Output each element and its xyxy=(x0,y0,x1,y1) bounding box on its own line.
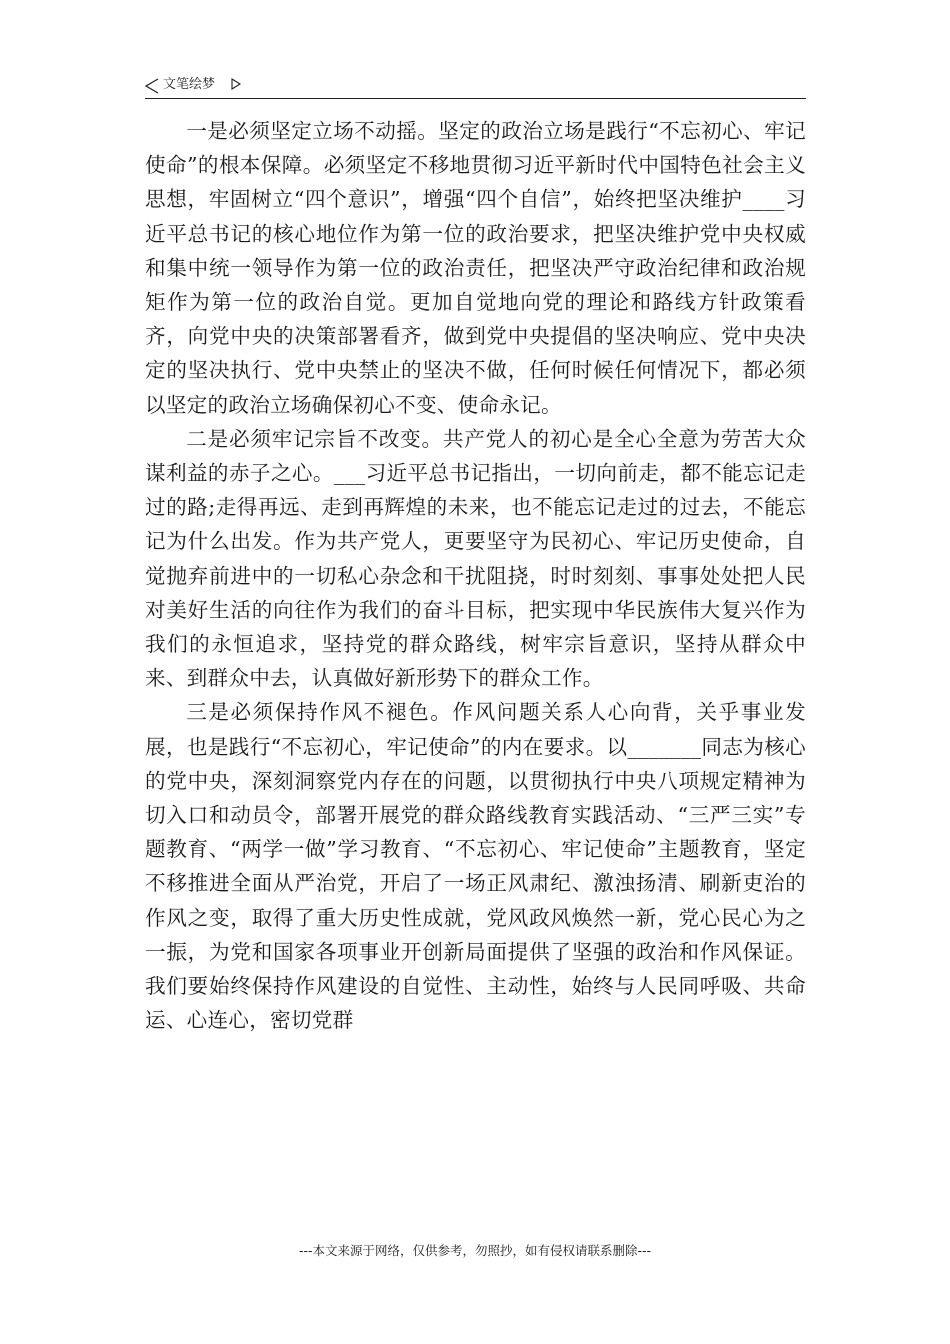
page-header xyxy=(145,74,806,99)
document-body xyxy=(145,114,806,1037)
paragraph-2: 二是必须牢记宗旨不改变。共产党人的初心是全心全意为劳苦大众谋利益的赤子之心。___习近平总书记指出，一切向前走，都不能忘记走过的路;走得再远、走到再辉煌的未来，也不能忘记走过的过去，不能忘记为什么出发。作为共产党人，更要坚守为民初心、牢记历史使命，自觉抛弃前进中的一切私心杂念和干扰阻挠，时时刻刻、事事处处把人民对美好生活的向往作为我们的奋斗目标，把实现中华民族伟大复兴作为我们的永恒追求，坚持党的群众路线，树牢宗旨意识，坚持从群众中来、到群众中去，认真做好新形势下的群众工作。 xyxy=(145,426,806,691)
left-triangle-icon xyxy=(145,78,159,94)
footer-disclaimer: ---本文来源于网络，仅供参考，勿照抄，如有侵权请联系删除--- xyxy=(298,1243,652,1258)
paragraph-3: 三是必须保持作风不褪色。作风问题关系人心向背，关乎事业发展，也是践行“不忘初心，牢记使命”的内在要求。以_______同志为核心的党中央，深刻洞察党内存在的问题，以贯彻执行中央八项规定精神为切入口和动员令，部署开展党的群众路线教育实践活动、“三严三实”专题教育、“两学一做”学习教育、“不忘初心、牢记使命”主题教育，坚定不移推进全面从严治党，开启了一场正风肃纪、激浊扬清、刷新吏治的作风之变，取得了重大历史性成就，党风政风焕然一新，党心民心为之一振，为党和国家各项事业开创新局面提供了坚强的政治和作风保证。我们要始终保持作风建设的自觉性、主动性，始终与人民同呼吸、共命运、心连心，密切党群 xyxy=(145,700,806,1033)
header-title: 文笔绘梦 xyxy=(163,77,216,92)
right-triangle-icon xyxy=(231,78,241,90)
paragraph-1: 一是必须坚定立场不动摇。坚定的政治立场是践行“不忘初心、牢记使命”的根本保障。必须坚定不移地贯彻习近平新时代中国特色社会主义思想，牢固树立“四个意识”，增强“四个自信”，始终把坚决维护____习近平总书记的核心地位作为第一位的政治要求，把坚决维护党中央权威和集中统一领导作为第一位的政治责任，把坚决严守政治纪律和政治规矩作为第一位的政治自觉。更加自觉地向党的理论和路线方针政策看齐，向党中央的决策部署看齐，做到党中央提倡的坚决响应、党中央决定的坚决执行、党中央禁止的坚决不做，任何时候任何情况下，都必须以坚定的政治立场确保初心不变、使命永记。 xyxy=(145,119,806,417)
